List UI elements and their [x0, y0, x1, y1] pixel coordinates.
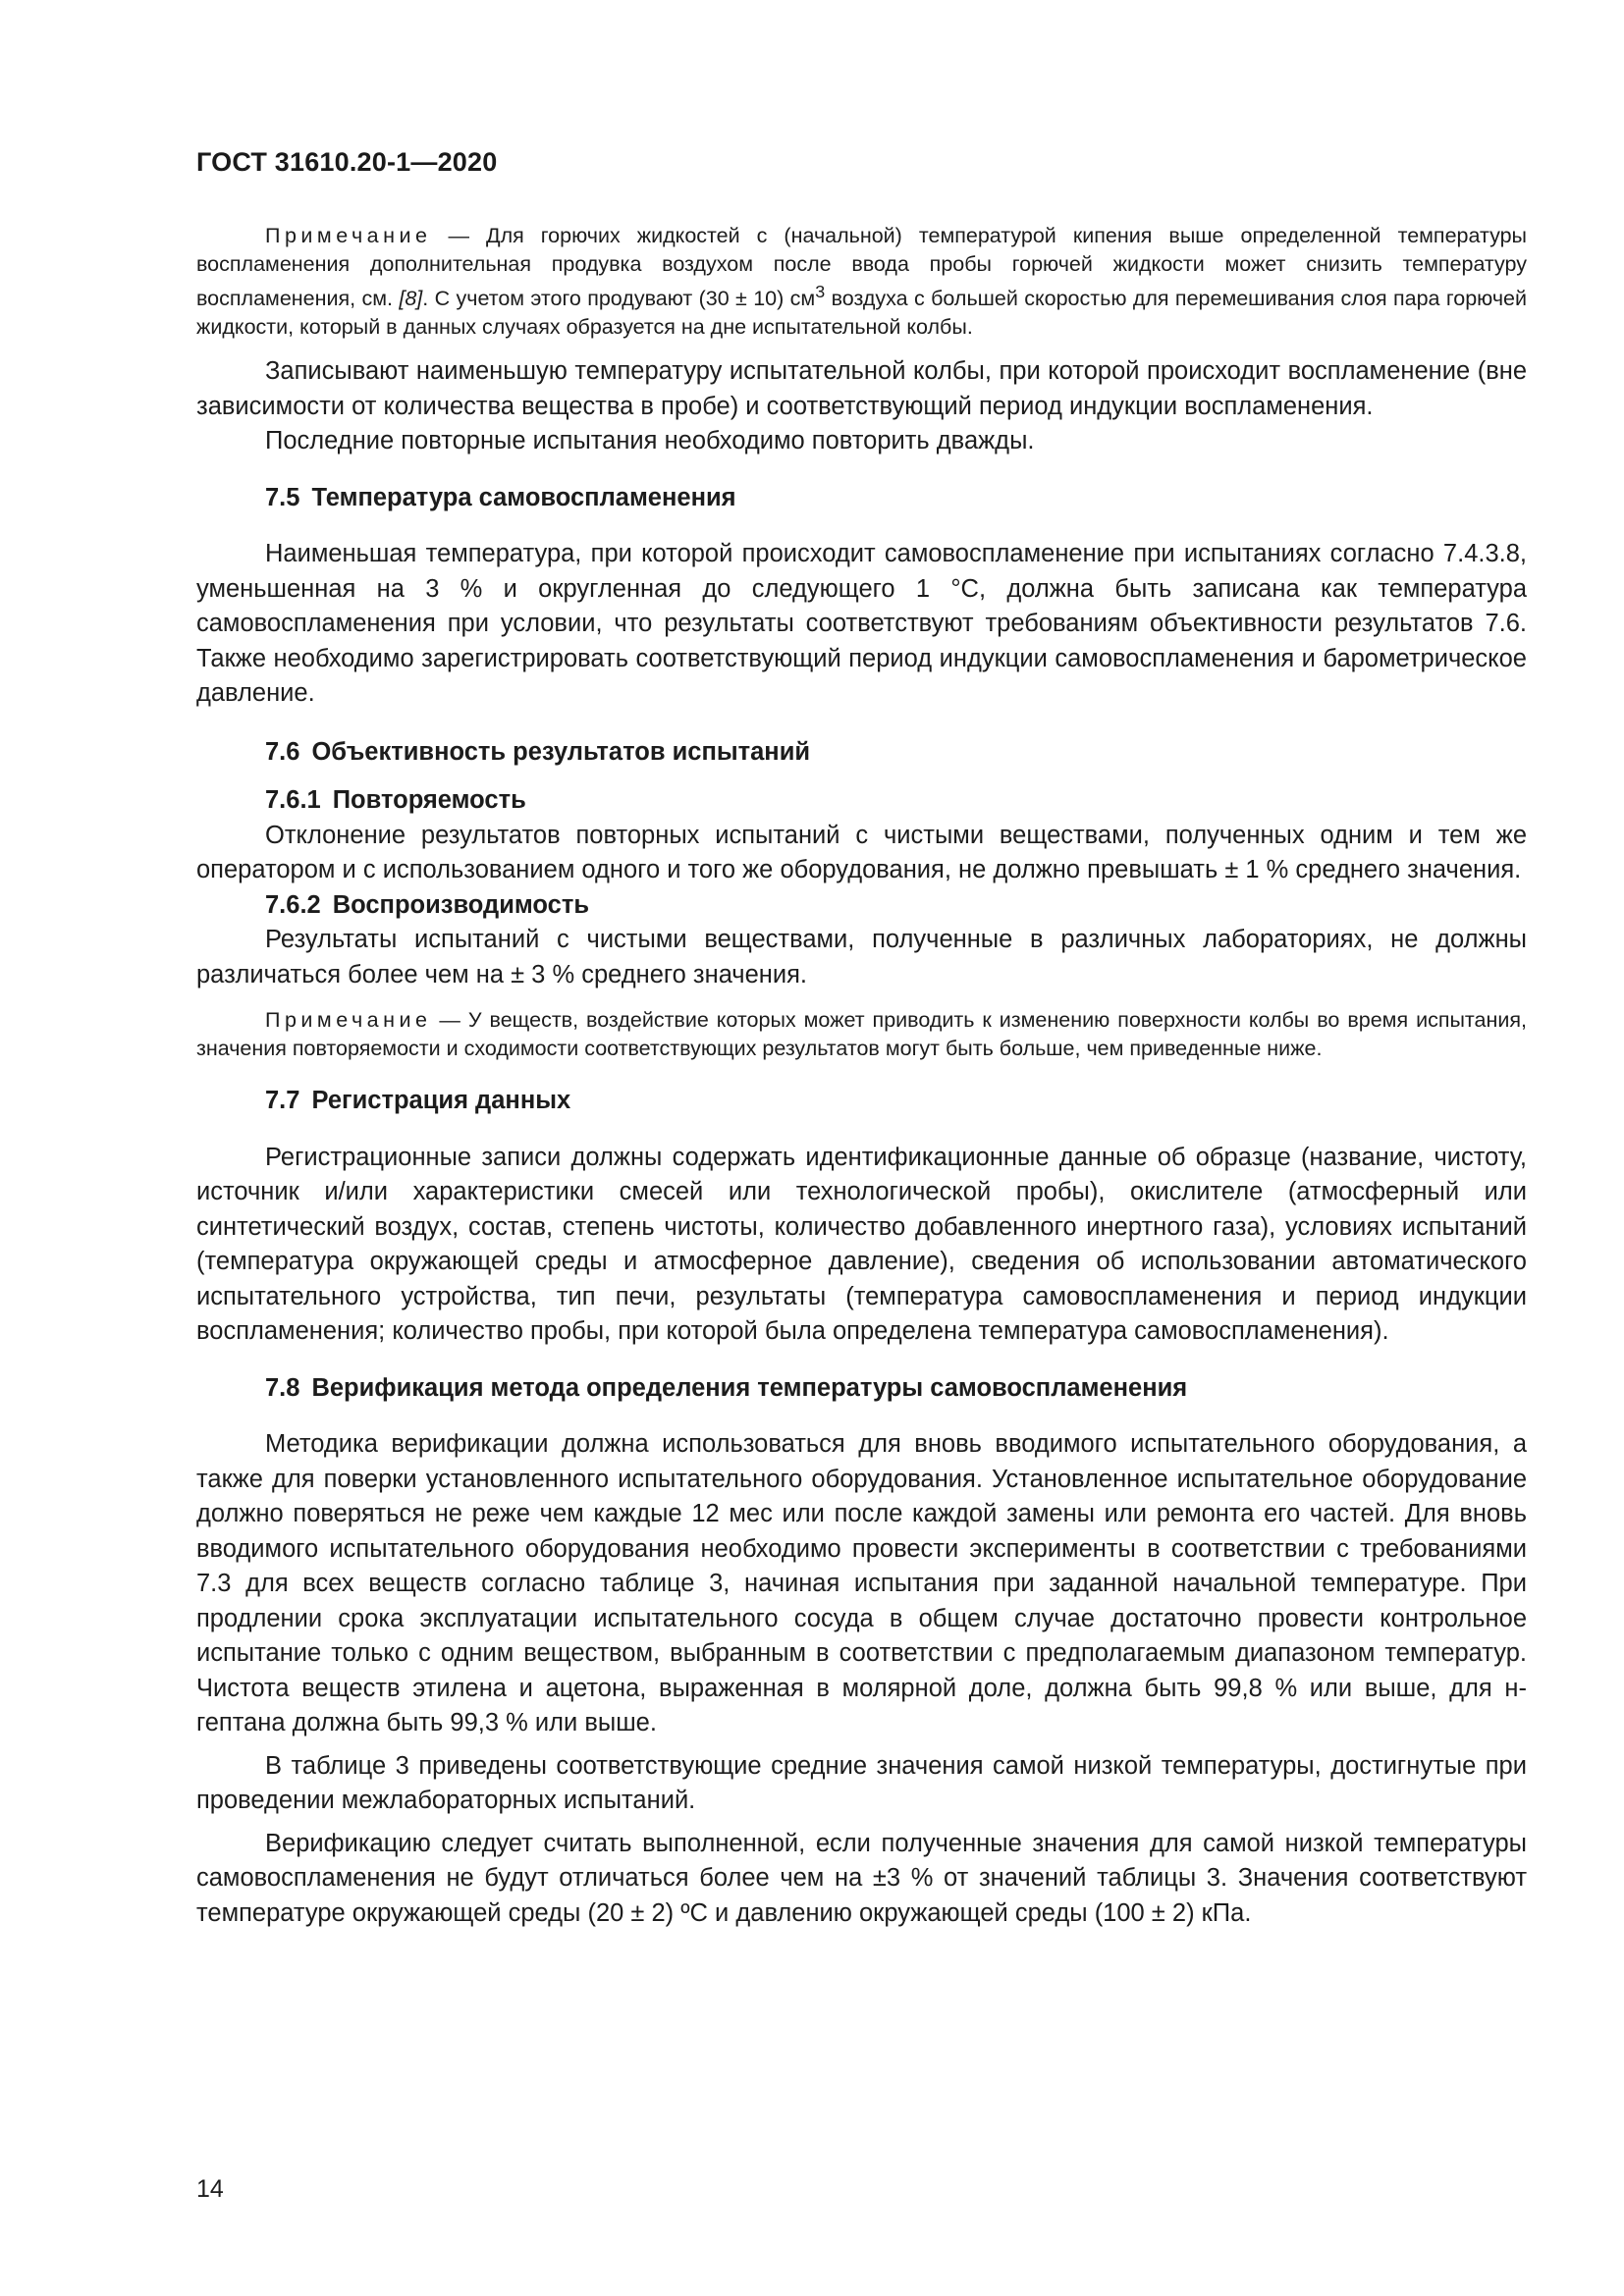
section-7-8-text-1: Методика верификации должна использоваться для вновь вводимого испытательного оборудования, а также для поверки установленного испытательного оборудования. Установленное испытательное оборудование должно поверяться не реже чем каждые 12 мес или после каждой замены или ремонта его частей. Для вновь вводимого испытательного оборудования необходимо провести эксперименты в соответствии с требованиями 7.3 для всех веществ согласно таблице 3, начиная испытания при заданной начальной температуре. При продлении срока эксплуатации испытательного сосуда в общем случае достаточно провести контрольное испытание только с одним веществом, выбранным в соответствии с предполагаемым диапазоном температур. Чистота веществ этилена и ацетона, выраженная в молярной доле, должна быть 99,8 % или выше, для н-гептана должна быть 99,3 % или выше. — [196, 1430, 1527, 1737]
section-7-6-1-text: Отклонение результатов повторных испытаний с чистыми веществами, полученных одним и тем же оператором и с использованием одного и того же оборудования, не должно превышать ± 1 % среднего значения. — [196, 821, 1527, 884]
document-page — [196, 0, 1527, 2296]
section-7-7-text: Регистрационные записи должны содержать идентификационные данные об образце (название, чистоту, источник и/или характеристики смесей или технологической пробы), окислителе (атмосферный или синтетический воздух, состав, степень чистоты, количество добавленного инертного газа), условиях испытаний (температура окружающей среды и атмосферное давление), сведения об использовании автоматического испытательного устройства, тип печи, результаты (температура самовоспламенения и период индукции воспламенения; количество пробы, при которой была определена температура самовоспламенения). — [196, 1143, 1527, 1346]
section-7-6-number: 7.6 — [265, 737, 300, 766]
section-7-6-1-title: Повторяемость — [332, 786, 526, 815]
note-1-label: Примечание — [265, 224, 432, 247]
note-1-text-b: . С учетом этого продувают (30 ± 10) см — [422, 287, 816, 311]
section-7-6-2-heading — [196, 888, 1527, 924]
section-7-6-2-text: Результаты испытаний с чистыми веществами, полученные в различных лабораториях, не должны различаться более чем на ± 3 % среднего значения. — [196, 926, 1527, 988]
section-7-6-1-number: 7.6.1 — [265, 786, 321, 815]
note-2-text: — У веществ, воздействие которых может приводить к изменению поверхности колбы во время испытания, значения повторяемости и сходимости соответствующих результатов могут быть больше, чем приведенные ниже. — [196, 1008, 1527, 1060]
section-7-6-2-number: 7.6.2 — [265, 890, 321, 919]
page-number: 14 — [196, 2175, 224, 2203]
note-2-label: Примечание — [265, 1008, 432, 1033]
section-7-8-text-3: Верификацию следует считать выполненной, если полученные значения для самой низкой температуры самовоспламенения не будут отличаться более чем на ±3 % от значений таблицы 3. Значения соответствуют температуре окружающей среды (20 ± 2) ºС и давлению окружающей среды (100 ± 2) кПа. — [196, 1829, 1527, 1927]
section-7-8-heading — [196, 1371, 1527, 1407]
section-7-7-title: Регистрация данных — [311, 1087, 571, 1115]
paragraph-record-lowest-temperature: Записывают наименьшую температуру испытательной колбы, при которой происходит воспламенение (вне зависимости от количества вещества в пробе) и соответствующий период индукции воспламенения. — [196, 357, 1527, 420]
section-7-6-1-heading — [196, 783, 1527, 819]
section-7-7-number: 7.7 — [265, 1087, 300, 1115]
section-7-5-title: Температура самовоспламенения — [311, 483, 736, 511]
paragraph-repeat-tests: Последние повторные испытания необходимо повторить дважды. — [265, 427, 1035, 455]
section-7-7-heading — [196, 1084, 1527, 1119]
section-7-6-heading — [196, 735, 1527, 771]
note-2 — [196, 1006, 1527, 1062]
note-1-text-c: воздуха с большей скоростью для перемешивания слоя пара горючей жидкости, который в данных случаях образуется на дне испытательной колбы. — [196, 287, 1527, 339]
note-1-ref: [8] — [399, 287, 423, 311]
note-1 — [196, 222, 1527, 341]
section-7-6-title: Объективность результатов испытаний — [311, 737, 811, 766]
note-1-text-a: — Для горючих жидкостей с (начальной) температурой кипения выше определенной температуры воспламенения дополнительная продувка воздухом после ввода пробы горючей жидкости может снизить температуру воспламенения, см. — [196, 224, 1527, 311]
section-7-5-number: 7.5 — [265, 483, 300, 511]
document-header: ГОСТ 31610.20-1—2020 — [196, 147, 498, 177]
note-1-superscript: 3 — [815, 282, 826, 301]
section-7-8-number: 7.8 — [265, 1373, 300, 1402]
section-7-6-2-title: Воспроизводимость — [332, 890, 590, 919]
section-7-8-title: Верификация метода определения температуры самовоспламенения — [311, 1373, 1188, 1402]
document-body — [196, 222, 1527, 1931]
section-7-5-heading — [196, 481, 1527, 516]
section-7-8-text-2: В таблице 3 приведены соответствующие средние значения самой низкой температуры, достигнутые при проведении межлабораторных испытаний. — [196, 1751, 1527, 1815]
section-7-5-text: Наименьшая температура, при которой происходит самовоспламенение при испытаниях согласно 7.4.3.8, уменьшенная на 3 % и округленная до следующего 1 °С, должна быть записана как температура самовоспламенения при условии, что результаты соответствуют требованиям объективности результатов 7.6. Также необходимо зарегистрировать соответствующий период индукции самовоспламенения и барометрическое давление. — [196, 540, 1527, 708]
